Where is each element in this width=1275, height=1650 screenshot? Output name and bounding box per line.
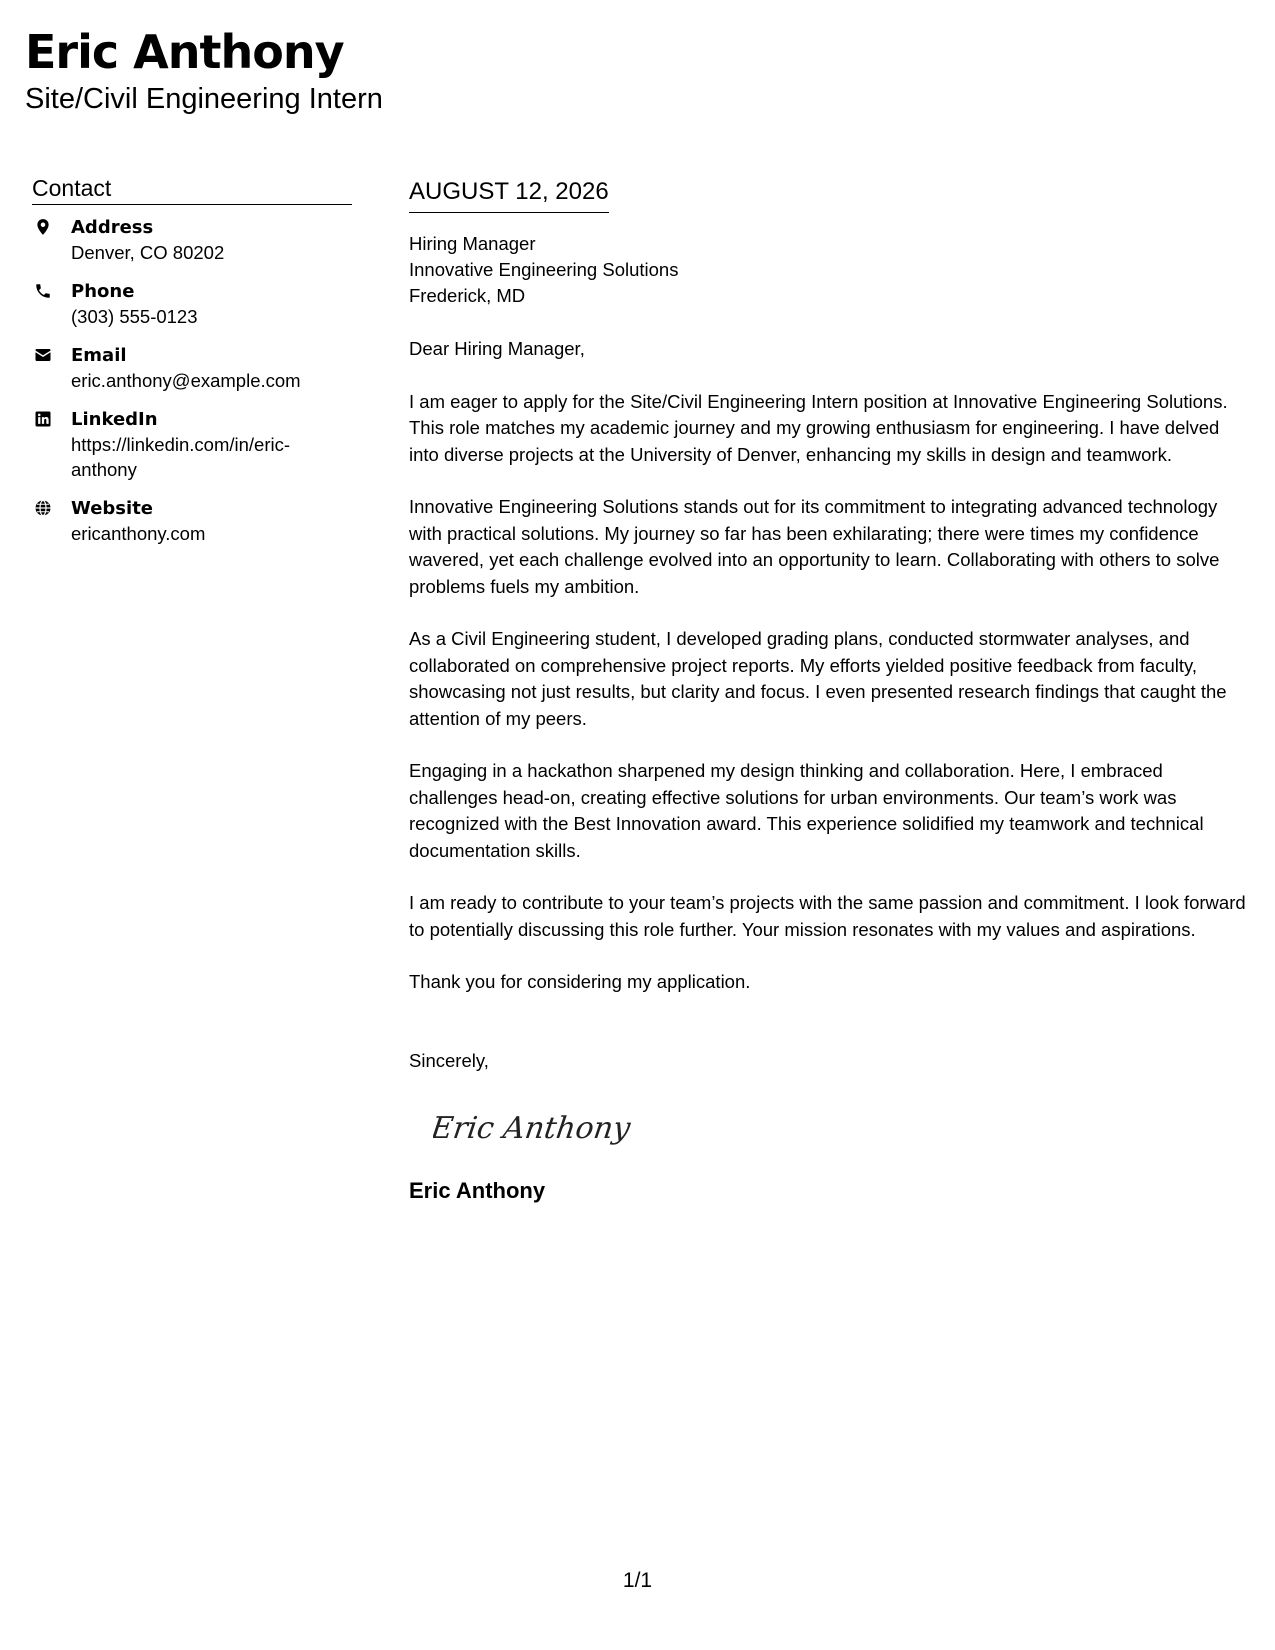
recipient-location: Frederick, MD: [409, 285, 526, 306]
linkedin-icon: [34, 410, 52, 428]
contact-address-value: Denver, CO 80202: [71, 242, 225, 263]
contact-linkedin: [32, 407, 352, 482]
envelope-icon: [34, 346, 52, 364]
paragraph-5: I am ready to contribute to your team’s projects with the same passion and commitment. I look forward to potentially discussing this role further. Your mission resonates with my values and aspirations.: [409, 892, 1246, 940]
signature-text: Eric Anthony: [433, 1111, 633, 1146]
paragraph-1: I am eager to apply for the Site/Civil Engineering Intern position at Innovative Engineering Solutions. This role matches my academic journey and my growing enthusiasm for engineering. I have delved into diverse projects at the University of Denver, enhancing my skills in design and teamwork.: [409, 390, 1228, 465]
applicant-name: Eric Anthony: [25, 25, 344, 79]
contact-email-label: Email: [71, 345, 127, 366]
header: [25, 22, 383, 116]
map-pin-icon: [34, 218, 52, 236]
contact-linkedin-label: LinkedIn: [71, 409, 158, 430]
contact-phone-value: (303) 555-0123: [71, 306, 198, 327]
contact-sidebar: [32, 174, 352, 560]
contact-website: [32, 496, 352, 546]
globe-icon: [34, 499, 52, 517]
recipient-block: [409, 231, 1249, 309]
contact-website-value[interactable]: ericanthony.com: [71, 523, 206, 544]
contact-address: [32, 215, 352, 265]
contact-phone-label: Phone: [71, 281, 135, 302]
letter-content: [409, 336, 1249, 1074]
recipient-company: Innovative Engineering Solutions: [409, 259, 679, 280]
contact-linkedin-value[interactable]: https://linkedin.com/in/eric-anthony: [71, 434, 291, 480]
letter-date: AUGUST 12, 2026: [409, 177, 609, 213]
contact-phone: [32, 279, 352, 329]
paragraph-4: Engaging in a hackathon sharpened my design thinking and collaboration. Here, I embraced challenges head-on, creating effective solutions for urban environments. Our team’s work was recognized with the Best Innovation award. This experience solidified my teamwork and technical documentation skills.: [409, 760, 1204, 861]
applicant-role: Site/Civil Engineering Intern: [25, 83, 383, 115]
contact-heading: Contact: [32, 174, 352, 205]
contact-email-value: eric.anthony@example.com: [71, 370, 301, 391]
recipient-title: Hiring Manager: [409, 233, 536, 254]
signature-image: [433, 1102, 653, 1152]
contact-email: [32, 343, 352, 393]
paragraph-6: Thank you for considering my application.: [409, 971, 751, 992]
phone-icon: [34, 282, 52, 300]
closing: Sincerely,: [409, 1049, 489, 1071]
signed-name: Eric Anthony: [409, 1178, 546, 1203]
letter-body: [409, 177, 1249, 1205]
contact-address-label: Address: [71, 217, 154, 238]
contact-website-label: Website: [71, 498, 154, 519]
salutation: Dear Hiring Manager,: [409, 338, 585, 359]
paragraph-3: As a Civil Engineering student, I developed grading plans, conducted stormwater analyses, and collaborated on comprehensive project reports. My efforts yielded positive feedback from faculty, showcasing not just results, but clarity and focus. I even presented research findings that caught the attention of my peers.: [409, 628, 1227, 729]
page-number: 1/1: [622, 1569, 653, 1592]
paragraph-2: Innovative Engineering Solutions stands out for its commitment to integrating advanced technology with practical solutions. My journey so far has been exhilarating; there were times my confidence wavered, yet each challenge evolved into an opportunity to learn. Collaborating with others to solve problems fuels my ambition.: [409, 496, 1220, 597]
